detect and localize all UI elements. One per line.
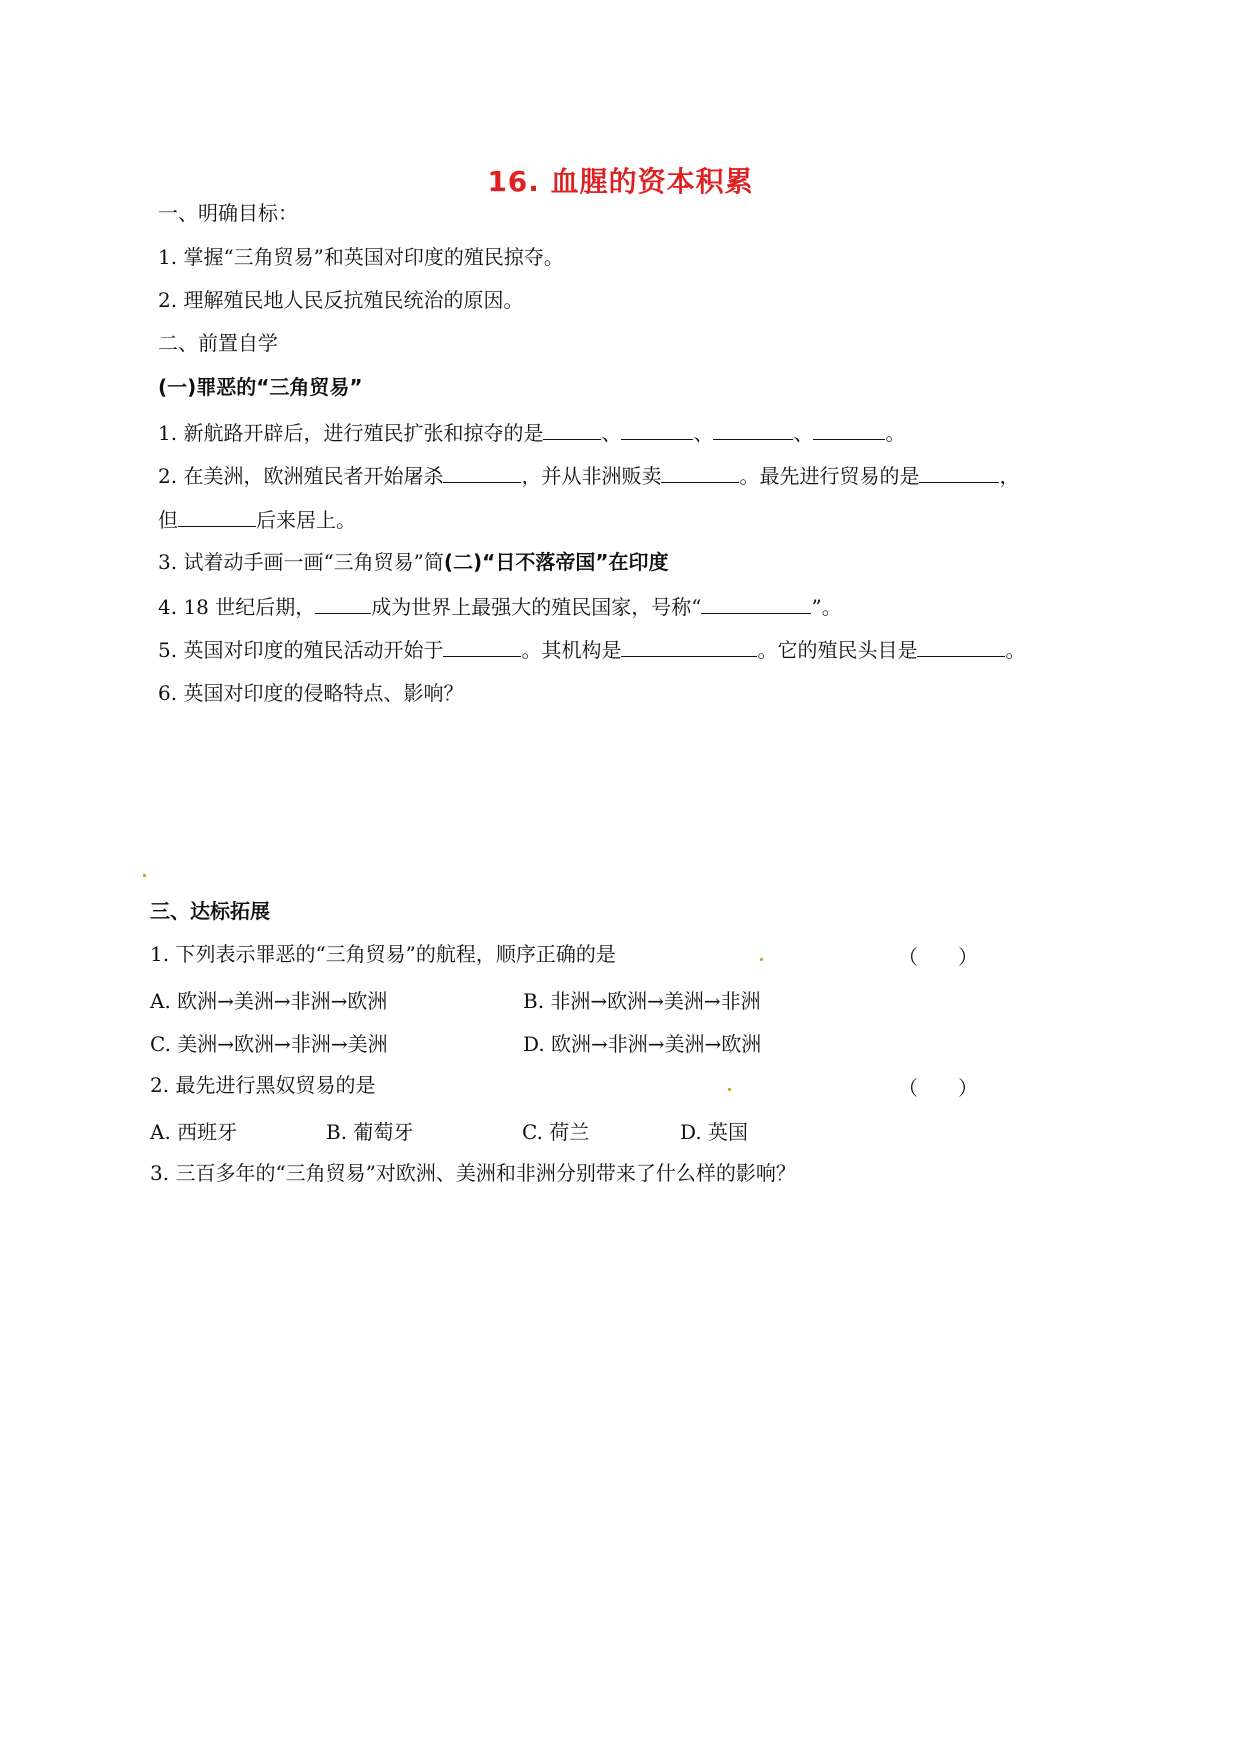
question-2-1 [158, 419, 905, 446]
question-text: 但 [158, 508, 178, 532]
answer-paren: （ ） [898, 945, 978, 969]
question-text: 。其机构是 [521, 638, 622, 662]
mcq-2-option-c: C. 荷兰 [522, 1120, 590, 1144]
fill-blank [178, 506, 256, 527]
mcq-1-option-a: A. 欧洲→美洲→非洲→欧洲 [150, 989, 388, 1013]
question-2-5 [158, 636, 1025, 663]
period: 。 [885, 421, 906, 445]
question-text: 。最先进行贸易的是 [739, 464, 920, 488]
mcq-1-option-b: B. 非洲→欧洲→美洲→非洲 [523, 989, 761, 1013]
fill-blank [443, 462, 521, 483]
question-text: 5. 英国对印度的殖民活动开始于 [158, 638, 444, 662]
mcq-1-question: 1. 下列表示罪恶的“三角贸易”的航程，顺序正确的是 [150, 942, 616, 966]
section1-heading: 一、明确目标： [158, 201, 298, 225]
fill-blank [443, 636, 521, 657]
fill-blank [661, 462, 739, 483]
question-2-4 [158, 593, 842, 620]
question-text: 后来居上。 [256, 508, 356, 532]
mcq-2-option-b: B. 葡萄牙 [326, 1120, 414, 1144]
mcq-1-option-d: D. 欧洲→非洲→美洲→欧洲 [523, 1032, 762, 1056]
separator: 、 [601, 421, 622, 445]
fill-blank [919, 462, 999, 483]
separator: 、 [693, 421, 714, 445]
question-2-3 [158, 549, 668, 575]
fill-blank [621, 636, 757, 657]
question-text: 。它的殖民头目是 [757, 638, 918, 662]
fill-blank [917, 636, 1005, 657]
question-text: ”。 [811, 595, 842, 619]
subsection-triangle-trade: (一)罪恶的“三角贸易” [158, 375, 363, 399]
page-title: 16. 血腥的资本积累 [487, 165, 754, 198]
objective-1: 1. 掌握“三角贸易”和英国对印度的殖民掠夺。 [158, 245, 564, 269]
stray-dot [760, 958, 763, 961]
fill-blank [701, 593, 811, 614]
answer-paren: （ ） [898, 1076, 978, 1100]
question-2-2-cont [158, 506, 356, 533]
question-text: ， [999, 464, 1020, 488]
question-2-6: 6. 英国对印度的侵略特点、影响？ [158, 681, 464, 705]
mcq-1-option-c: C. 美洲→欧洲→非洲→美洲 [150, 1032, 388, 1056]
question-text: 成为世界上最强大的殖民国家，号称“ [371, 595, 702, 619]
mcq-2-option-a: A. 西班牙 [150, 1120, 238, 1144]
question-2-2 [158, 462, 1019, 489]
mcq-2-question: 2. 最先进行黑奴贸易的是 [150, 1073, 376, 1097]
fill-blank [315, 593, 371, 614]
objective-2: 2. 理解殖民地人民反抗殖民统治的原因。 [158, 288, 524, 312]
subsection-sunset-empire: (二)“日不落帝国”在印度 [443, 550, 669, 574]
question-text: 3. 试着动手画一画“三角贸易”简 [158, 550, 444, 574]
question-text: 2. 在美洲，欧洲殖民者开始屠杀 [158, 464, 444, 488]
section2-heading: 二、前置自学 [158, 331, 278, 355]
stray-dot [728, 1088, 731, 1091]
separator: 、 [793, 421, 814, 445]
stray-dot [143, 874, 146, 877]
section3-heading: 三、达标拓展 [150, 899, 270, 923]
question-text: ，并从非洲贩卖 [521, 464, 662, 488]
question-text: 4. 18 世纪后期， [158, 595, 316, 619]
fill-blank [621, 419, 693, 440]
question-text: 。 [1005, 638, 1026, 662]
fill-blank [813, 419, 885, 440]
fill-blank [543, 419, 601, 440]
fill-blank [713, 419, 793, 440]
question-3-3: 3. 三百多年的“三角贸易”对欧洲、美洲和非洲分别带来了什么样的影响？ [150, 1161, 796, 1185]
mcq-2-option-d: D. 英国 [680, 1120, 749, 1144]
question-text: 1. 新航路开辟后，进行殖民扩张和掠夺的是 [158, 421, 544, 445]
